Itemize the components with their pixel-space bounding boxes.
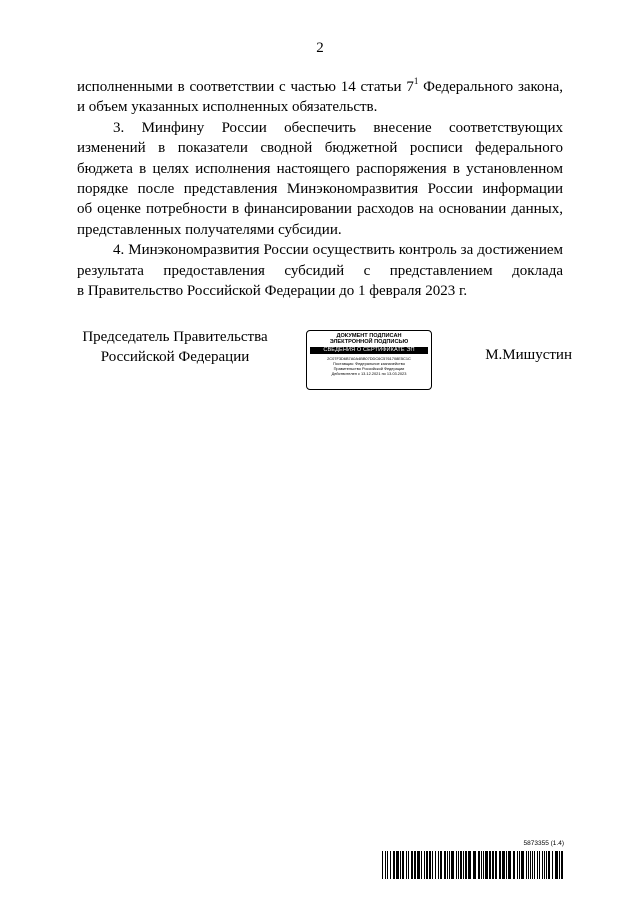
stamp-certificate-bar: СВЕДЕНИЯ О СЕРТИФИКАТЕ ЭП [310, 347, 428, 354]
text-line: 4. Минэкономразвития России осуществить контроль за достижением [113, 242, 563, 259]
text-line: об оценке потребности в финансировании расходов на основании данных, [77, 201, 563, 218]
paragraph-4 [77, 240, 563, 301]
stamp-owner: Правительство Российской Федерации [333, 366, 405, 372]
barcode-icon [382, 851, 564, 879]
stamp-serial: 2C07F3D6B7A0A4BB07DDC6C5761708E5C1C [327, 355, 411, 361]
text-line: результата предоставления субсидий с представлением доклада [77, 262, 563, 279]
document-code: 5873355 (1.4) [523, 840, 564, 847]
paragraph-continuation [77, 77, 563, 118]
text-line: бюджета в целях исполнения настоящего распоряжения в установленном [77, 160, 563, 177]
document-barcode [382, 840, 564, 890]
text-line: в Правительство Российской Федерации до 1 февраля 2023 г. [77, 283, 468, 300]
stamp-validity: Действителен с 13.12.2021 по 13.03.2023 [331, 371, 407, 377]
stamp-issuer: Поставщик: Федеральное казначейство [333, 361, 405, 367]
signer-title: Председатель Правительства Российской Федерации [82, 329, 268, 365]
text-line: порядке после представления Минэкономразвития России информации [77, 181, 563, 198]
text-line: изменений в показатели сводной бюджетной росписи федерального [77, 140, 563, 157]
document-body [77, 77, 563, 301]
text-line: 3. Минфину России обеспечить внесение соответствующих [113, 119, 563, 136]
text-line: представленных получателями субсидии. [77, 221, 342, 238]
signer-name: М.Мишустин [485, 347, 572, 363]
paragraph-3 [77, 118, 563, 240]
text-line: исполненными в соответствии с частью 14 статьи $7^1$ Федерального закона, [77, 76, 563, 95]
page-number: 2 [316, 40, 324, 56]
signature-block [0, 327, 640, 397]
superscript: 1 [413, 76, 419, 86]
electronic-signature-stamp: ДОКУМЕНТ ПОДПИСАН ЭЛЕКТРОННОЙ ПОДПИСЬЮ СВЕДЕНИЯ О СЕРТИФИКАТЕ ЭП 2C07F3D6B7A0A4BB07DDC6C5761708E5C1C Поставщик: Федеральное казначейство Правительство Российской Федерации Действителен с 13.12.2021 по 13.03.2023 [306, 330, 432, 390]
text-line: и объем указанных исполненных обязательств. [77, 99, 378, 116]
